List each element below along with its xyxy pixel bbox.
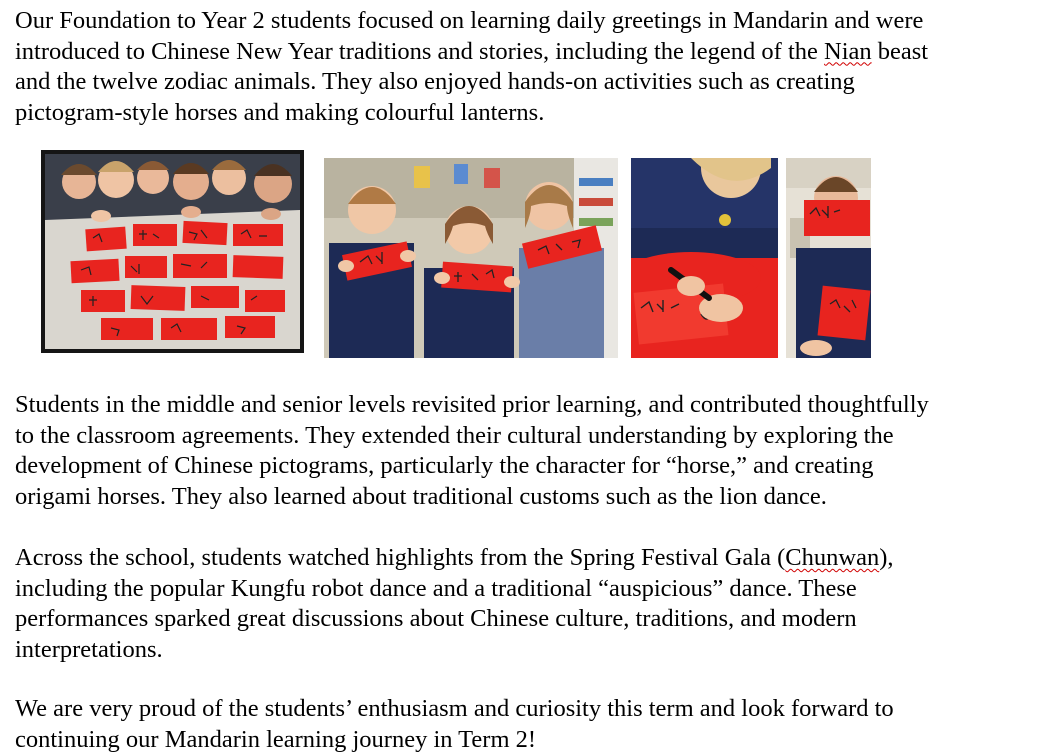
- paragraph-line: to the classroom agreements. They extended their cultural understanding by exploring the: [15, 421, 894, 449]
- paragraph-line: continuing our Mandarin learning journey in Term 2!: [15, 725, 537, 753]
- spellcheck-flagged-word: Nian: [824, 37, 872, 65]
- photo-student-writing-pictogram: [631, 158, 778, 358]
- paragraph-closing-remarks: [15, 694, 1020, 755]
- photo-student-holding-paper: [786, 158, 871, 358]
- paragraph-line: interpretations.: [15, 635, 163, 663]
- text-run: Across the school, students watched highlights from the Spring Festival Gala (: [15, 544, 786, 571]
- paragraph-line: development of Chinese pictograms, particularly the character for “horse,” and creating: [15, 452, 874, 480]
- paragraph-line: [15, 543, 1020, 574]
- paragraph-line: performances sparked great discussions about Chinese culture, traditions, and modern: [15, 605, 857, 633]
- paragraph-foundation-intro: [15, 6, 1020, 128]
- text-run: beast: [871, 37, 929, 65]
- paragraph-line: Students in the middle and senior levels revisited prior learning, and contributed thoughtfully: [15, 391, 929, 418]
- paragraph-line: Our Foundation to Year 2 students focused on learning daily greetings in Mandarin and were: [15, 7, 924, 34]
- paragraph-middle-senior-levels: [15, 390, 1020, 512]
- text-run: ),: [879, 544, 894, 571]
- paragraph-line: [15, 37, 1020, 68]
- paragraph-spring-festival-gala: [15, 543, 1020, 665]
- text-run: introduced to Chinese New Year traditions and stories, including the legend of the: [15, 37, 825, 65]
- photo-students-red-papers: [41, 150, 304, 353]
- paragraph-line: We are very proud of the students’ enthusiasm and curiosity this term and look forward to: [15, 695, 894, 722]
- paragraph-line: origami horses. They also learned about traditional customs such as the lion dance.: [15, 482, 827, 510]
- paragraph-line: including the popular Kungfu robot dance and a traditional “auspicious” dance. These: [15, 574, 857, 602]
- paragraph-line: and the twelve zodiac animals. They also enjoyed hands-on activities such as creating: [15, 68, 855, 96]
- paragraph-line: pictogram-style horses and making colourful lanterns.: [15, 98, 545, 126]
- spellcheck-flagged-word: Chunwan: [785, 544, 880, 571]
- photo-three-students-holding-papers: [324, 158, 618, 358]
